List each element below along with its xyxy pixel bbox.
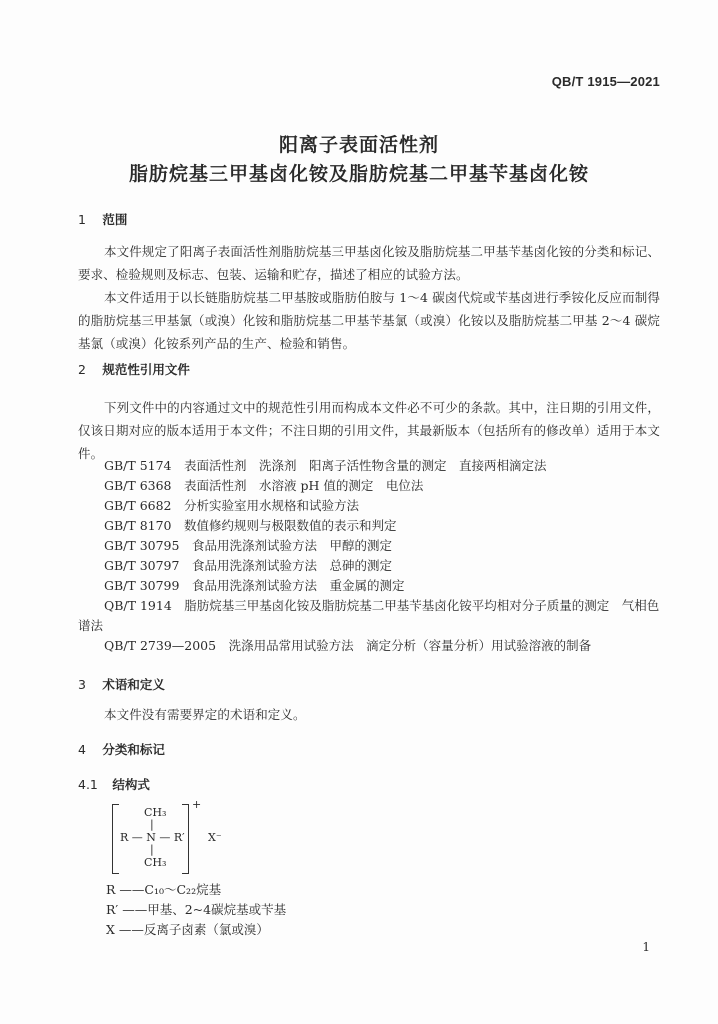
reference-item: GB/T 30799 食品用洗涤剂试验方法 重金属的测定 [104,578,405,593]
formula-anion: X⁻ [208,831,222,844]
section-number: 3 [78,677,86,692]
reference-item: GB/T 30795 食品用洗涤剂试验方法 甲醇的测定 [104,538,392,553]
reference-item: GB/T 8170 数值修约规则与极限数值的表示和判定 [104,518,397,533]
section-1-heading [78,210,127,228]
section-number: 1 [78,212,86,227]
formula-bottom-group: CH₃ [144,856,167,869]
section-title: 术语和定义 [102,677,165,692]
standard-number: QB/T 1915—2021 [551,74,660,89]
section-3-heading [78,675,165,693]
formula-legend-r-prime [106,900,286,920]
normative-intro: 下列文件中的内容通过文中的规范性引用而构成本文件必不可少的条款。其中，注日期的引用文件，仅该日期对应的版本适用于本文件；不注日期的引用文件，其最新版本（包括所有的修改单）适用于本文件。 [78,400,660,461]
section-title: 结构式 [112,777,150,792]
legend-symbol: R′ [106,902,119,917]
document-title-line1: 阳离子表面活性剂 [278,134,439,156]
reference-item: GB/T 6682 分析实验室用水规格和试验方法 [104,498,360,513]
document-title-line2: 脂肪烷基三甲基卤化铵及脂肪烷基二甲基苄基卤化铵 [128,163,589,185]
legend-description: ——C₁₀～C₂₂烷基 [119,882,222,897]
formula-legend-x [106,920,269,940]
legend-description: ——反离子卤素（氯或溴） [118,922,269,937]
legend-symbol: X [106,922,115,937]
scope-paragraph-1: 本文件规定了阳离子表面活性剂脂肪烷基三甲基卤化铵及脂肪烷基二甲基苄基卤化铵的分类和标记、要求、检验规则及标志、包装、运输和贮存，描述了相应的试验方法。 [78,244,660,282]
section-number: 4.1 [78,777,98,792]
formula-bond-top: | [150,818,154,831]
legend-description: ——甲基、2~4碳烷基或苄基 [122,902,287,917]
formula-center: R — N — R′ [120,831,185,844]
structural-formula [108,800,308,880]
section-number: 2 [78,362,86,377]
reference-item: GB/T 6368 表面活性剂 水溶液 pH 值的测定 电位法 [104,478,424,493]
reference-item: GB/T 5174 表面活性剂 洗涤剂 阳离子活性物含量的测定 直接两相滴定法 [104,458,547,473]
page-number: 1 [642,940,650,954]
section-4-1-heading [78,775,150,793]
section-number: 4 [78,742,86,757]
section-title: 范围 [102,212,128,227]
formula-bond-bottom: | [150,843,154,856]
section-2-heading [78,360,190,378]
reference-item: QB/T 2739—2005 洗涤用品常用试验方法 滴定分析（容量分析）用试验溶液的制备 [104,638,592,653]
reference-item: GB/T 30797 食品用洗涤剂试验方法 总砷的测定 [104,558,392,573]
section-title: 规范性引用文件 [102,362,190,377]
scope-paragraph-2: 本文件适用于以长链脂肪烷基二甲基胺或脂肪伯胺与 1～4 碳卤代烷或苄基卤进行季铵化反应而制得的脂肪烷基三甲基氯（或溴）化铵和脂肪烷基二甲基苄基氯（或溴）化铵以及脂肪烷基二甲基 2～4 碳烷基氯（或溴）化铵系列产品的生产、检验和销售。 [78,290,660,351]
section-4-heading [78,740,165,758]
left-bracket [112,804,119,874]
legend-symbol: R [106,882,116,897]
formula-legend-r [106,880,221,900]
terms-paragraph: 本文件没有需要界定的术语和定义。 [104,707,306,722]
formula-top-group: CH₃ [144,806,167,819]
formula-charge: + [192,798,202,811]
section-title: 分类和标记 [102,742,165,757]
reference-item: QB/T 1914 脂肪烷基三甲基卤化铵及脂肪烷基二甲基苄基卤化铵平均相对分子质量的测定 气相色谱法 [78,598,660,633]
